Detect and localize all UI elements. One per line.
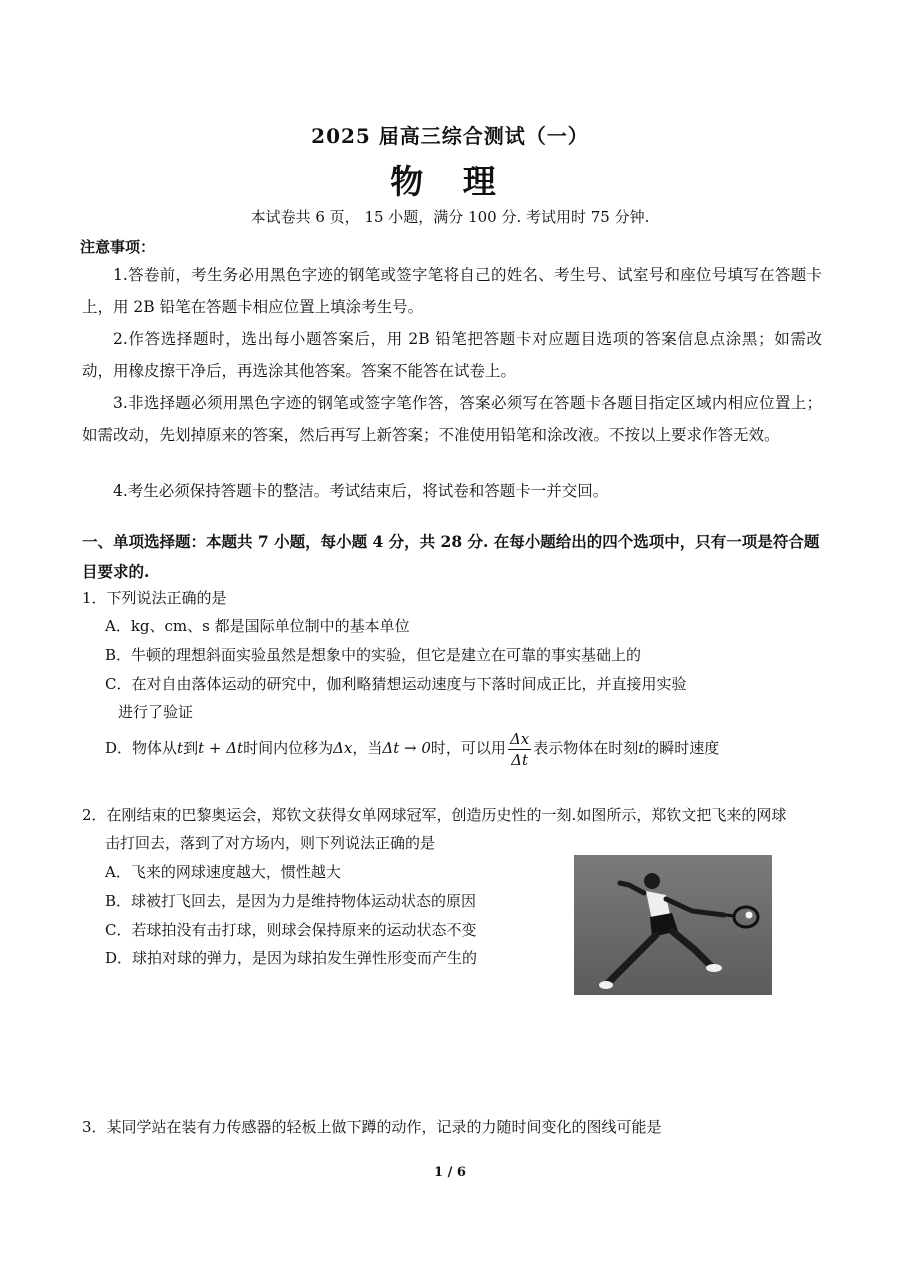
note-item-2: 2.作答选择题时，选出每小题答案后，用 2B 铅笔把答题卡对应题目选项的答案信息点涂黑；如需改动，用橡皮擦干净后，再选涂其他答案。答案不能答在试卷上。 (82, 330, 822, 380)
exam-title: 2025 届高三综合测试（一） (311, 124, 589, 148)
note-item-4: 4.考生必须保持答题卡的整洁。考试结束后，将试卷和答题卡一并交回。 (113, 482, 609, 500)
q3-stem: 3．某同学站在装有力传感器的轻板上做下蹲的动作，记录的力随时间变化的图线可能是 (82, 1118, 662, 1136)
page-number: 1 / 6 (434, 1165, 466, 1180)
tennis-player-illustration (574, 855, 772, 995)
exam-info: 本试卷共 6 页， 15 小题，满分 100 分. 考试用时 75 分钟. (250, 208, 650, 226)
q1-option-b: B．牛顿的理想斜面实验虽然是想象中的实验，但它是建立在可靠的事实基础上的 (105, 646, 642, 664)
fraction-dx-dt: $\frac{\Delta x}{\Delta t}$ (509, 729, 530, 769)
q2-stem: 2．在刚结束的巴黎奥运会，郑钦文获得女单网球冠军，创造历史性的一刻.如图所示，郑钦文把飞来的网球 (82, 806, 787, 824)
q2-option-c: C．若球拍没有击打球，则球会保持原来的运动状态不变 (105, 921, 477, 939)
q2-option-a: A．飞来的网球速度越大，惯性越大 (105, 863, 341, 881)
q1-option-a: A．kg、cm、s 都是国际单位制中的基本单位 (105, 617, 410, 635)
q2-option-d: D．球拍对球的弹力，是因为球拍发生弹性形变而产生的 (105, 949, 478, 967)
q1-option-c: C．在对自由落体运动的研究中，伽利略猜想运动速度与下落时间成正比，并直接用实验 (105, 675, 687, 693)
q2-stem-cont: 击打回去，落到了对方场内，则下列说法正确的是 (105, 834, 436, 852)
note-item-3: 3.非选择题必须用黑色字迹的钢笔或签字笔作答，答案必须写在答题卡各题目指定区域内相应位置上；如需改动，先划掉原来的答案，然后再写上新答案；不准使用铅笔和涂改液。不按以上要求作答无效。 (82, 394, 822, 444)
q1-option-d: D．物体从t到t + Δt时间内位移为Δx，当Δt → 0时，可以用 $\frac{\Delta x}{\Delta t}$ 表示物体在时刻t的瞬时速度 (105, 729, 720, 769)
q1-option-c-cont: 进行了验证 (118, 703, 194, 721)
section-1-heading: 一、单项选择题：本题共 7 小题，每小题 4 分，共 28 分. 在每小题给出的四个选项中，只有一项是符合题目要求的. (82, 532, 820, 581)
q1-stem: 1．下列说法正确的是 (82, 589, 227, 607)
tennis-player-photo (574, 855, 772, 995)
subject-title: 物 理 (390, 162, 510, 201)
notes-heading: 注意事项： (80, 238, 156, 256)
note-item-1: 1.答卷前，考生务必用黑色字迹的钢笔或签字笔将自己的姓名、考生号、试室号和座位号填写在答题卡上，用 2B 铅笔在答题卡相应位置上填涂考生号。 (82, 266, 822, 316)
q2-option-b: B．球被打飞回去，是因为力是维持物体运动状态的原因 (105, 892, 477, 910)
